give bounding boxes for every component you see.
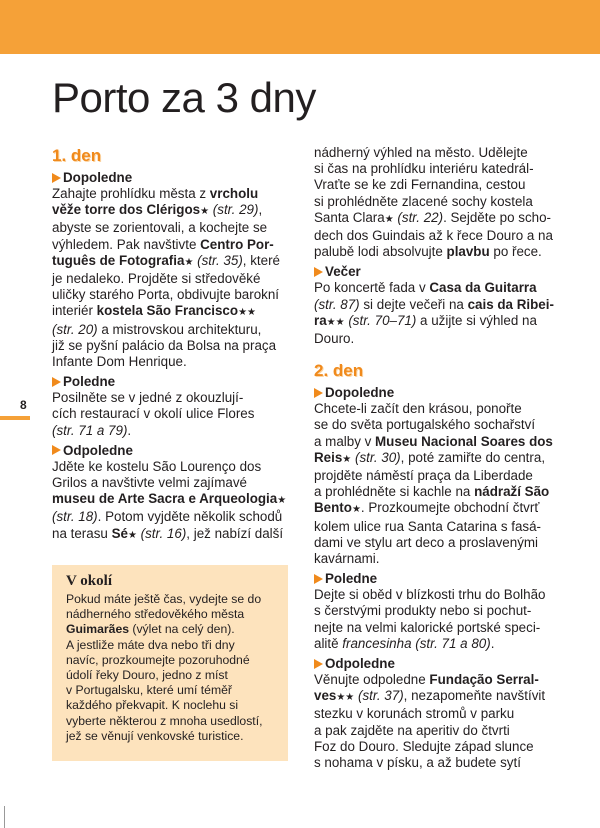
section-heading-noon xyxy=(314,570,554,587)
page-reference: (str. 16) xyxy=(140,525,187,541)
noon-paragraph xyxy=(314,587,554,652)
right-column xyxy=(314,145,554,771)
noon-paragraph xyxy=(52,390,288,439)
star-rating-icon: ★ xyxy=(384,213,394,225)
text-run: na terasu xyxy=(52,525,112,541)
bold-run: Reis xyxy=(314,449,343,465)
text-run: uličky starého Porta, obdivujte barokní xyxy=(52,287,280,303)
page-reference: (str. 18) xyxy=(52,509,98,525)
star-rating-icon: ★ xyxy=(184,256,194,268)
page-reference: francesinha xyxy=(342,635,412,651)
evening-paragraph xyxy=(314,280,554,347)
star-rating-icon: ★ xyxy=(200,206,210,218)
text-run: je nedaleko. Projděte si středověké xyxy=(52,271,261,287)
bold-run: nádraží São xyxy=(474,484,550,500)
star-rating-icon: ★ xyxy=(127,529,137,541)
text-run: , xyxy=(258,202,263,218)
section-label: Odpoledne xyxy=(63,442,133,458)
text-run: , nezapomeňte navštívit xyxy=(403,688,546,704)
section-heading-evening xyxy=(314,263,554,280)
text-run: . xyxy=(490,635,495,651)
text-run: Věnujte odpoledne xyxy=(314,672,430,688)
bold-run: vrcholu xyxy=(209,186,259,201)
text-run: Posilněte se v jedné z okouzlují- xyxy=(52,390,244,406)
page-reference: (str. 70–71) xyxy=(348,312,417,328)
page-reference: (str. 35) xyxy=(197,252,243,268)
sidebar-text xyxy=(66,592,274,744)
star-rating-icon: ★★ xyxy=(238,307,256,319)
text-run: , poté zamiřte do centra, xyxy=(400,449,546,465)
text-run: Foz do Douro. Sledujte západ slunce xyxy=(314,738,534,754)
triangle-bullet-icon xyxy=(52,445,61,455)
text-run: Infante Dom Henrique. xyxy=(52,354,187,370)
day-1-heading: 1. den xyxy=(52,146,102,165)
text-run: a užijte si výhled na xyxy=(416,312,537,328)
text-run: a mistrovskou architekturu, xyxy=(97,321,262,337)
text-run: abyste se zorientovali, a kochejte se xyxy=(52,220,268,236)
text-run: údolí řeky Douro, jedno z míst xyxy=(66,668,228,683)
page-reference: (str. 87) xyxy=(314,296,360,312)
page-reference: (str. 20) xyxy=(52,321,98,337)
section-label: Poledne xyxy=(63,374,116,390)
section-heading-afternoon xyxy=(52,442,288,459)
text-run: interiér xyxy=(52,303,97,319)
bold-run: plavbu xyxy=(446,244,490,260)
text-run: Vraťte se ke zdi Fernandina, cestou xyxy=(314,177,526,193)
afternoon-paragraph xyxy=(52,459,288,544)
triangle-bullet-icon xyxy=(52,377,61,387)
text-run: palubě lodi absolvujte xyxy=(314,244,447,260)
page-number-marker xyxy=(0,416,30,420)
bold-run: Museu Nacional Soares dos xyxy=(375,433,553,449)
section-heading-morning xyxy=(52,169,288,186)
text-run: kolem ulice rua Santa Catarina s fasá- xyxy=(314,518,542,534)
nearby-sidebar-box xyxy=(52,565,288,761)
star-rating-icon: ★★ xyxy=(326,316,345,328)
margin-rule xyxy=(4,806,5,828)
section-heading-afternoon xyxy=(314,655,554,672)
left-column xyxy=(52,146,288,544)
text-run: Chcete-li začít den krásou, ponořte xyxy=(314,401,522,417)
section-label: Dopoledne xyxy=(325,385,395,401)
text-run: A jestliže máte dva nebo tři dny xyxy=(66,637,235,652)
text-run: Santa Clara xyxy=(314,209,385,225)
afternoon-paragraph xyxy=(314,672,554,771)
text-run: v Portugalsku, které umí téměř xyxy=(66,683,232,698)
text-run: a prohlédněte si kachle na xyxy=(314,484,475,500)
text-run: s čerstvými produkty nebo si pochut- xyxy=(314,603,532,619)
text-run: jež se věnují venkovské turistice. xyxy=(66,728,244,743)
section-heading-morning xyxy=(314,384,554,401)
morning-paragraph xyxy=(52,186,288,370)
text-run: alitě xyxy=(314,635,343,651)
star-rating-icon: ★ xyxy=(342,453,352,465)
section-label: Dopoledne xyxy=(63,170,133,185)
text-run: nádherného středověkého města xyxy=(66,607,245,622)
section-label: Večer xyxy=(325,264,361,280)
triangle-bullet-icon xyxy=(314,659,323,669)
bold-run: Fundação Serral- xyxy=(429,672,539,688)
triangle-bullet-icon xyxy=(314,388,323,398)
bold-run: Bento xyxy=(314,500,352,516)
text-run: Po koncertě fada v xyxy=(314,280,430,296)
text-run: dech dos Guindais až k řece Douro a na xyxy=(314,228,553,244)
text-run: dami ve stylu art deco a proslavenými xyxy=(314,534,539,550)
section-heading-noon xyxy=(52,373,288,390)
text-run: vyberte některou z mnoha usedlostí, xyxy=(66,713,263,728)
triangle-bullet-icon xyxy=(314,574,323,584)
bold-run: cais da Ribei- xyxy=(467,296,554,312)
page-reference: (str. 29) xyxy=(212,202,259,218)
text-run: si prohlédněte zlacené sochy kostela xyxy=(314,193,533,209)
star-rating-icon: ★★ xyxy=(336,692,355,704)
triangle-bullet-icon xyxy=(314,267,323,277)
bold-run: věže torre dos Clérigos xyxy=(52,202,201,218)
star-rating-icon: ★ xyxy=(277,495,287,507)
text-run: cích restaurací v okolí ulice Flores xyxy=(52,406,255,422)
top-accent-bar xyxy=(0,0,600,54)
bold-run: Casa da Guitarra xyxy=(429,280,537,296)
bold-run: tuguês de Fotografia xyxy=(52,252,185,268)
text-run: Dejte si oběd v blízkosti trhu do Bolhão xyxy=(314,587,546,603)
text-run: po řece. xyxy=(489,244,542,260)
sidebar-title: V okolí xyxy=(66,573,112,589)
bold-run: ra xyxy=(314,312,327,328)
bold-run: Guimarães xyxy=(66,622,130,637)
text-run: Pokud máte ještě čas, vydejte se do xyxy=(66,592,262,606)
text-run: , které xyxy=(242,252,280,268)
text-run: nádherný výhled na město. Udělejte xyxy=(314,145,528,160)
page-reference: (str. 71 a 80) xyxy=(415,635,491,651)
star-rating-icon: ★ xyxy=(351,504,361,516)
section-label: Poledne xyxy=(325,571,378,587)
page-reference: (str. 30) xyxy=(355,449,401,465)
text-run: a pak zajděte na aperitiv do čtvrti xyxy=(314,722,510,738)
bold-run: Sé xyxy=(111,525,128,541)
page-number: 8 xyxy=(20,398,27,412)
text-run: navíc, prozkoumejte pozoruhodné xyxy=(66,652,250,667)
page-reference: (str. 71 a 79) xyxy=(52,422,128,438)
text-run: Grilos a navštivte velmi zajímavé xyxy=(52,475,247,491)
text-run: , jež nabízí další xyxy=(186,525,284,541)
text-run: (výlet na celý den). xyxy=(129,622,235,637)
continuation-paragraph xyxy=(314,145,554,260)
text-run: a malby v xyxy=(314,433,376,449)
bold-run: ves xyxy=(314,688,337,704)
page-reference: (str. 37) xyxy=(358,688,404,704)
text-run: Zahajte prohlídku města z xyxy=(52,186,210,201)
text-run: nejte na velmi kalorické portské speci- xyxy=(314,619,541,635)
text-run: Douro. xyxy=(314,331,355,347)
text-run: s nohama v písku, a až budete sytí xyxy=(314,755,521,771)
text-run: již se pyšní palácio da Bolsa na praça xyxy=(52,337,277,353)
bold-run: museu de Arte Sacra e Arqueologia xyxy=(52,491,278,507)
text-run: se do světa portugalského sochařství xyxy=(314,417,536,433)
text-run: každého překvapit. K noclehu si xyxy=(66,698,239,713)
section-label: Odpoledne xyxy=(325,656,395,672)
text-run: Jděte ke kostelu São Lourenço dos xyxy=(52,458,262,474)
page-reference: (str. 22) xyxy=(397,209,444,225)
page-title: Porto za 3 dny xyxy=(52,74,316,121)
text-run: projděte náměstí praça da Liberdade xyxy=(314,468,533,484)
text-run: výhledem. Pak navštivte xyxy=(52,236,201,252)
day-2-heading: 2. den xyxy=(314,361,364,381)
text-run: kavárnami. xyxy=(314,551,380,567)
bold-run: kostela São Francisco xyxy=(96,303,239,319)
text-run: . Prozkoumejte obchodní čtvrť xyxy=(360,500,540,516)
text-run: . xyxy=(127,422,132,438)
text-run: si dejte večeři na xyxy=(359,296,468,312)
text-run: si čas na prohlídku interiéru katedrál- xyxy=(314,161,534,177)
text-run: . Sejděte po scho- xyxy=(443,209,551,225)
morning-paragraph xyxy=(314,401,554,567)
triangle-bullet-icon xyxy=(52,173,61,183)
text-run: stezku v korunách stromů v parku xyxy=(314,706,515,722)
text-run: . Potom vyjděte několik schodů xyxy=(97,509,283,525)
bold-run: Centro Por- xyxy=(200,236,274,252)
